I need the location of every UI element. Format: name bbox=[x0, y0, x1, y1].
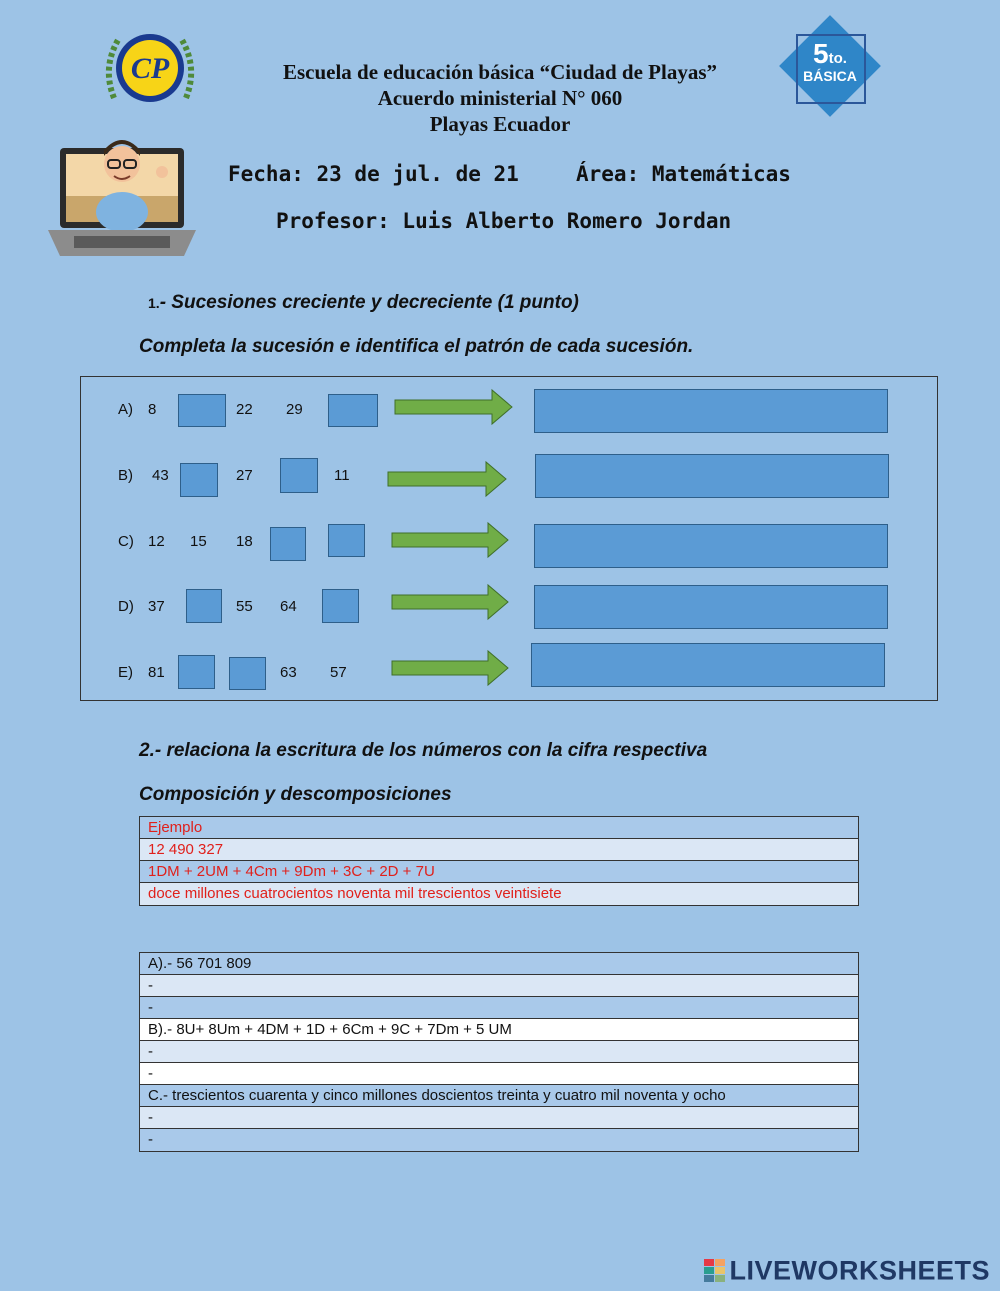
school-name: Escuela de educación básica “Ciudad de Playas” bbox=[282, 60, 718, 84]
arrow-row-e bbox=[392, 651, 508, 685]
grade-badge-text bbox=[790, 38, 870, 84]
arrow-row-b bbox=[388, 462, 506, 496]
row-b-label: B) bbox=[118, 467, 133, 484]
row-b-term-1: 43 bbox=[152, 467, 169, 484]
agreement-line: Acuerdo ministerial N° 060 bbox=[377, 86, 623, 110]
row-b-pattern-answer[interactable] bbox=[535, 454, 889, 498]
badge-suffix: to. bbox=[828, 50, 847, 67]
row-d-term-4: 64 bbox=[280, 598, 297, 615]
logo-letters: CP bbox=[130, 52, 170, 85]
section1-instruction: Completa la sucesión e identifica el patrón de cada sucesión. bbox=[139, 336, 694, 357]
row-c-pattern-answer[interactable] bbox=[534, 524, 888, 568]
exercise-a-answer-2[interactable]: - bbox=[140, 997, 858, 1019]
row-c-term-3: 18 bbox=[236, 533, 253, 550]
row-b-term-5: 11 bbox=[334, 467, 350, 484]
row-b-blank-2[interactable] bbox=[180, 463, 218, 497]
row-d-pattern-answer[interactable] bbox=[534, 585, 888, 629]
row-e-pattern-answer[interactable] bbox=[531, 643, 885, 687]
example-decomposition: 1DM + 2UM + 4Cm + 9Dm + 3C + 2D + 7U bbox=[140, 861, 858, 883]
row-c-term-1: 12 bbox=[148, 533, 165, 550]
liveworksheets-icon bbox=[704, 1259, 726, 1283]
row-b-blank-4[interactable] bbox=[280, 458, 318, 493]
row-a-term-4: 29 bbox=[286, 401, 303, 418]
row-e-label: E) bbox=[118, 664, 133, 681]
row-e-term-4: 63 bbox=[280, 664, 297, 681]
school-logo bbox=[100, 28, 200, 114]
arrow-row-d bbox=[392, 585, 508, 619]
section1-title-text: - Sucesiones creciente y decreciente (1 punto) bbox=[159, 292, 579, 313]
row-d-label: D) bbox=[118, 598, 134, 615]
row-c-blank-4[interactable] bbox=[270, 527, 306, 561]
exercise-b-answer-1[interactable]: - bbox=[140, 1041, 858, 1063]
exercise-a-answer-1[interactable]: - bbox=[140, 975, 858, 997]
row-c-term-2: 15 bbox=[190, 533, 207, 550]
section2-title: 2.- relaciona la escritura de los números con la cifra respectiva bbox=[139, 740, 708, 761]
row-a-pattern-answer[interactable] bbox=[534, 389, 888, 433]
exercise-c-answer-1[interactable]: - bbox=[140, 1107, 858, 1129]
arrow-row-c bbox=[392, 523, 508, 557]
liveworksheets-text: LIVEWORKSHEETS bbox=[729, 1255, 990, 1286]
row-d-blank-2[interactable] bbox=[186, 589, 222, 623]
row-c-blank-5[interactable] bbox=[328, 524, 365, 557]
row-d-term-3: 55 bbox=[236, 598, 253, 615]
row-a-label: A) bbox=[118, 401, 133, 418]
exercise-c-prompt: C.- trescientos cuarenta y cinco millones doscientos treinta y cuatro mil noventa y ocho bbox=[140, 1085, 858, 1107]
arrow-row-a bbox=[395, 390, 512, 424]
exercise-table bbox=[139, 952, 859, 1152]
row-c-label: C) bbox=[118, 533, 134, 550]
row-a-blank-2[interactable] bbox=[178, 394, 226, 427]
exercise-b-prompt: B).- 8U+ 8Um + 4DM + 1D + 6Cm + 9C + 7Dm + 5 UM bbox=[140, 1019, 858, 1041]
section1-number: 1. bbox=[148, 295, 160, 311]
example-heading: Ejemplo bbox=[140, 817, 858, 839]
row-d-blank-5[interactable] bbox=[322, 589, 359, 623]
area-label: Área: Matemáticas bbox=[576, 162, 791, 186]
teacher-laptop-illustration bbox=[44, 126, 200, 267]
example-number: 12 490 327 bbox=[140, 839, 858, 861]
exercise-a-prompt: A).- 56 701 809 bbox=[140, 953, 858, 975]
row-b-term-3: 27 bbox=[236, 467, 253, 484]
row-e-blank-3[interactable] bbox=[229, 657, 266, 690]
place-line: Playas Ecuador bbox=[429, 112, 571, 136]
example-table bbox=[139, 816, 859, 906]
date-label: Fecha: 23 de jul. de 21 bbox=[228, 162, 519, 186]
row-d-term-1: 37 bbox=[148, 598, 165, 615]
row-e-term-1: 81 bbox=[148, 664, 165, 681]
badge-number: 5 bbox=[813, 38, 829, 69]
badge-label: BÁSICA bbox=[803, 68, 857, 84]
exercise-b-answer-2[interactable]: - bbox=[140, 1063, 858, 1085]
row-a-blank-5[interactable] bbox=[328, 394, 378, 427]
example-words: doce millones cuatrocientos noventa mil trescientos veintisiete bbox=[140, 883, 858, 905]
row-e-term-5: 57 bbox=[330, 664, 347, 681]
section1-title bbox=[148, 292, 579, 314]
section2-subtitle: Composición y descomposiciones bbox=[139, 784, 452, 805]
teacher-label: Profesor: Luis Alberto Romero Jordan bbox=[276, 209, 732, 233]
row-a-term-1: 8 bbox=[148, 401, 157, 418]
pattern-arrows bbox=[380, 380, 520, 690]
exercise-c-answer-2[interactable]: - bbox=[140, 1129, 858, 1151]
liveworksheets-brand[interactable] bbox=[704, 1254, 990, 1286]
row-a-term-3: 22 bbox=[236, 401, 253, 418]
row-e-blank-2[interactable] bbox=[178, 655, 215, 689]
